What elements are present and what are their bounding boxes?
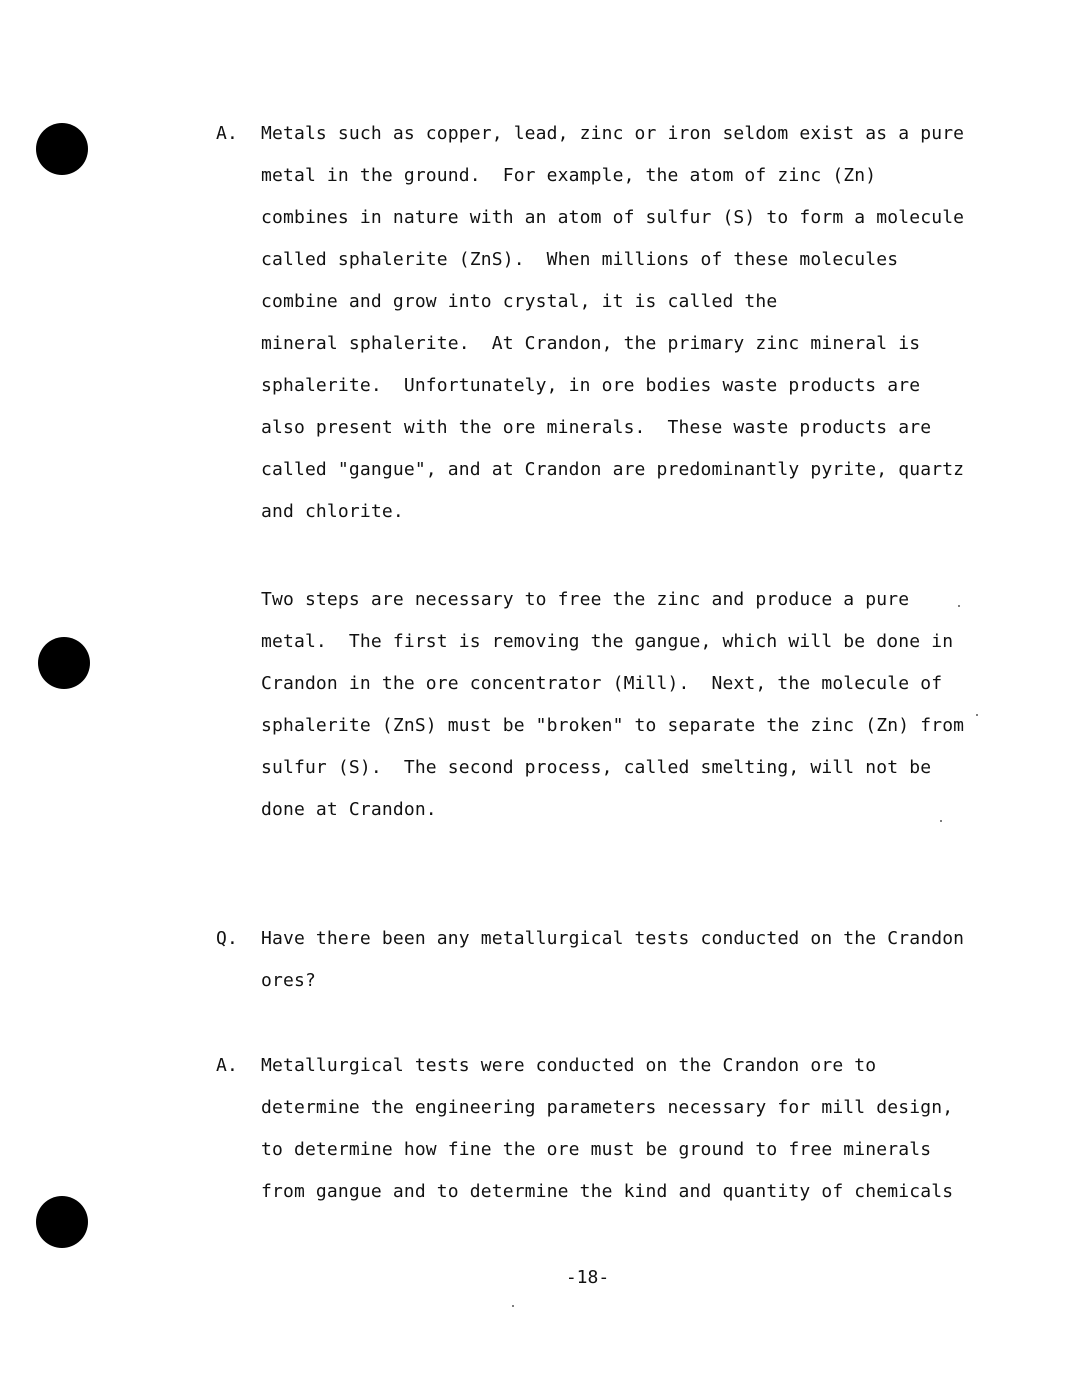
- text-line: ores?: [261, 970, 316, 991]
- text-line: mineral sphalerite. At Crandon, the primary zinc mineral is: [261, 333, 921, 354]
- answer-text: [261, 1045, 981, 1213]
- binder-hole-bottom: [36, 1196, 88, 1248]
- text-line: sulfur (S). The second process, called smelting, will not be: [261, 757, 932, 778]
- question-text: [261, 918, 981, 1002]
- text-line: also present with the ore minerals. These waste products are: [261, 417, 932, 438]
- scan-speck: [940, 820, 942, 822]
- paragraph-text: [261, 579, 981, 831]
- text-line: called "gangue", and at Crandon are predominantly pyrite, quartz: [261, 459, 965, 480]
- text-line: Have there been any metallurgical tests conducted on the Crandon: [261, 928, 965, 949]
- text-line: Two steps are necessary to free the zinc and produce a pure: [261, 589, 910, 610]
- text-line: called sphalerite (ZnS). When millions of these molecules: [261, 249, 899, 270]
- answer-text: [261, 113, 981, 533]
- text-line: metal. The first is removing the gangue, which will be done in: [261, 631, 954, 652]
- question-marker: Q.: [216, 928, 239, 949]
- text-line: Metallurgical tests were conducted on the Crandon ore to: [261, 1055, 877, 1076]
- answer-marker: A.: [216, 1055, 239, 1076]
- text-line: determine the engineering parameters necessary for mill design,: [261, 1097, 954, 1118]
- text-line: Crandon in the ore concentrator (Mill). Next, the molecule of: [261, 673, 943, 694]
- text-line: sphalerite. Unfortunately, in ore bodies waste products are: [261, 375, 921, 396]
- text-line: combines in nature with an atom of sulfur (S) to form a molecule: [261, 207, 965, 228]
- text-line: sphalerite (ZnS) must be "broken" to separate the zinc (Zn) from: [261, 715, 965, 736]
- scan-speck: [976, 714, 978, 716]
- binder-hole-top: [36, 123, 88, 175]
- text-line: and chlorite.: [261, 501, 404, 522]
- text-line: from gangue and to determine the kind and quantity of chemicals: [261, 1181, 954, 1202]
- scan-speck: [512, 1305, 514, 1307]
- text-line: Metals such as copper, lead, zinc or iron seldom exist as a pure: [261, 123, 965, 144]
- page-number: -18-: [565, 1267, 610, 1288]
- answer-marker: A.: [216, 123, 239, 144]
- text-line: to determine how fine the ore must be ground to free minerals: [261, 1139, 932, 1160]
- binder-hole-middle: [38, 637, 90, 689]
- text-line: done at Crandon.: [261, 799, 437, 820]
- text-line: metal in the ground. For example, the atom of zinc (Zn): [261, 165, 877, 186]
- scan-speck: [958, 605, 960, 607]
- text-line: combine and grow into crystal, it is called the: [261, 291, 778, 312]
